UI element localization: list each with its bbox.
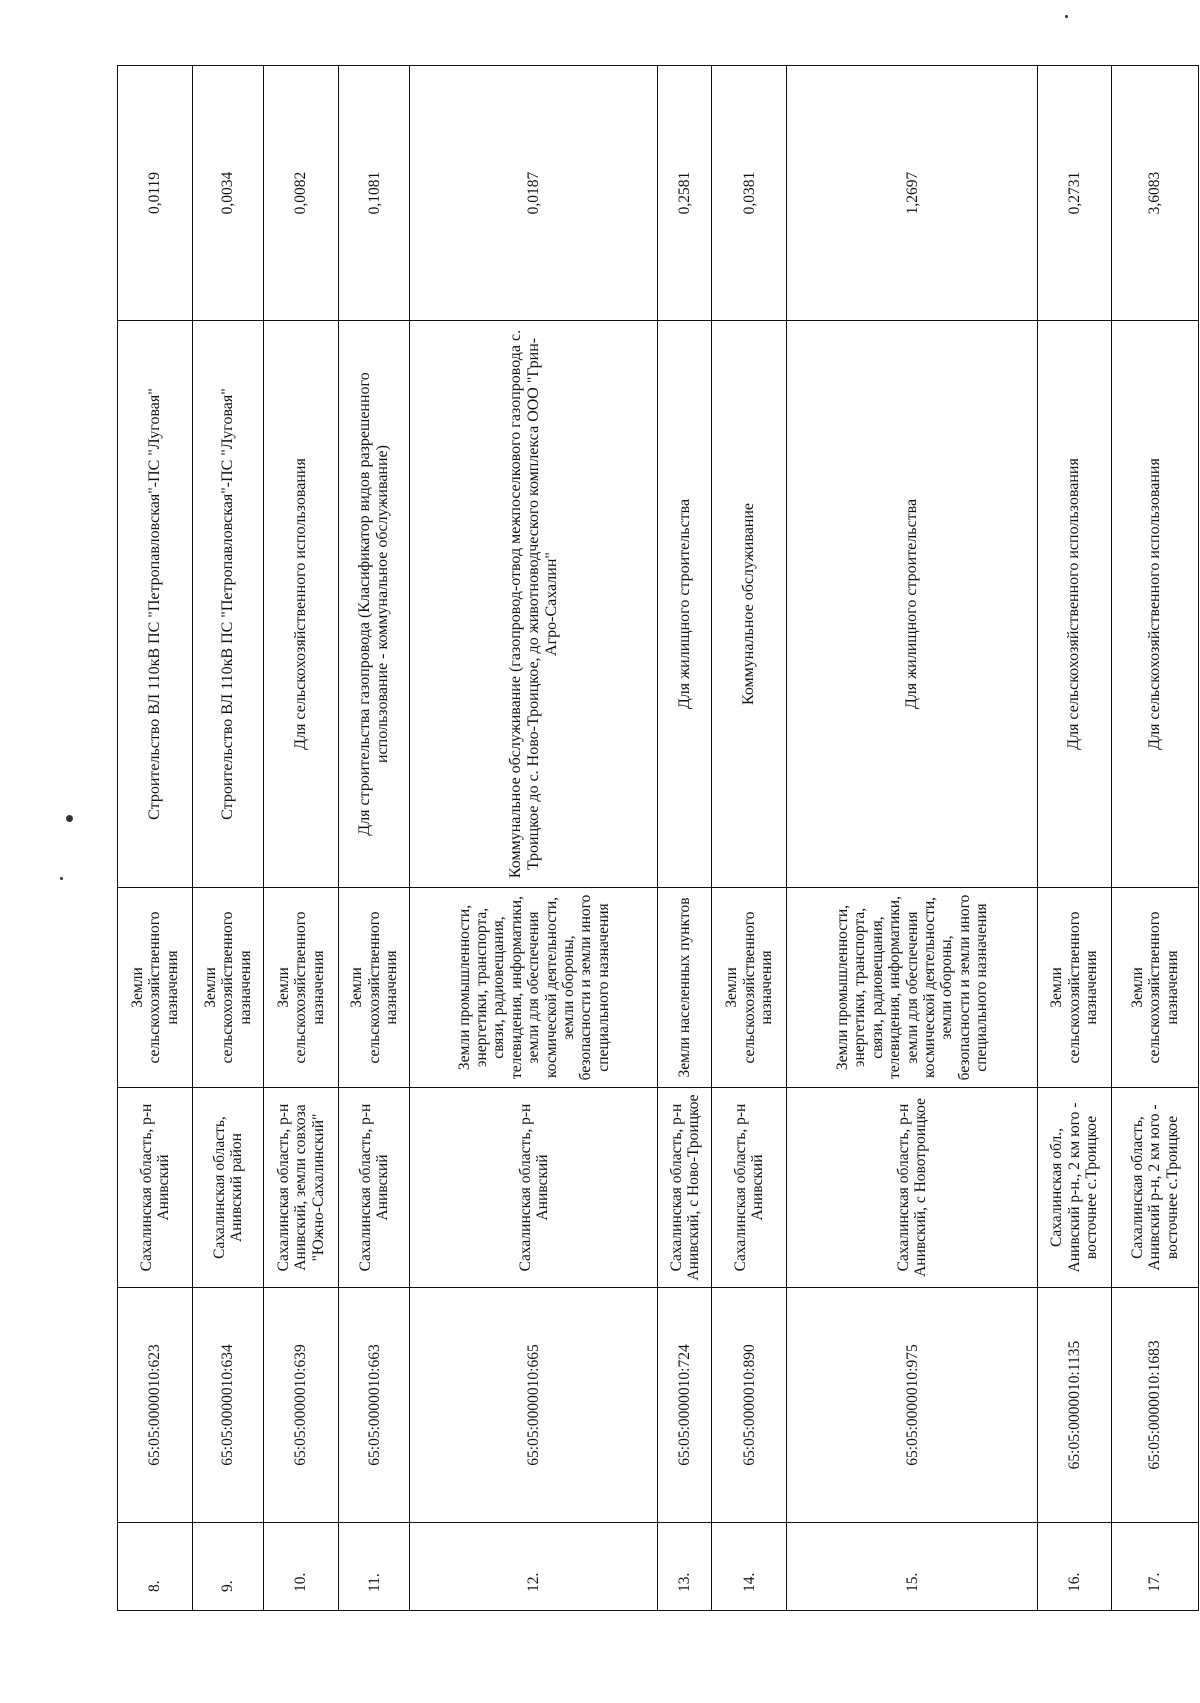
- permitted-use-cell: Строительство ВЛ 110кВ ПС "Петропавловская"-ПС "Луговая": [192, 321, 263, 888]
- area-cell: 0,0034: [192, 66, 263, 321]
- cadastral-number-cell: 65:05:0000010:634: [192, 1288, 263, 1523]
- cadastral-number-cell: 65:05:0000010:1683: [1111, 1288, 1198, 1523]
- permitted-use-cell: Для сельскохозяйственного использования: [264, 321, 339, 888]
- scan-speck: [60, 877, 63, 880]
- area-cell: 0,0119: [118, 66, 193, 321]
- address-cell: Сахалинская область, р-н Анивский: [339, 1088, 410, 1288]
- land-category-cell: Земли сельскохозяйственного назначения: [118, 888, 193, 1088]
- row-number-cell: 13.: [658, 1523, 712, 1611]
- land-category-cell: Земли населенных пунктов: [658, 888, 712, 1088]
- cadastral-number-cell: 65:05:0000010:639: [264, 1288, 339, 1523]
- cadastral-number-cell: 65:05:0000010:1135: [1038, 1288, 1112, 1523]
- cadastral-number-cell: 65:05:0000010:623: [118, 1288, 193, 1523]
- table-row: [1111, 66, 1198, 1611]
- row-number-cell: 14.: [712, 1523, 787, 1611]
- row-number-cell: 9.: [192, 1523, 263, 1611]
- row-number-cell: 17.: [1111, 1523, 1198, 1611]
- row-number-cell: 10.: [264, 1523, 339, 1611]
- land-category-cell: Земли промышленности, энергетики, транспорта, связи, радиовещания, телевидения, информатики, земли для обеспечения космической деятельности, земли обороны, безопасности и земли иного специального назначения: [787, 888, 1038, 1088]
- permitted-use-cell: Для сельскохозяйственного использования: [1038, 321, 1112, 888]
- table-row: [1038, 66, 1112, 1611]
- permitted-use-cell: Коммунальное обслуживание (газопровод-отвод межпоселкового газопровода с. Троицкое до с. Ново-Троицкое, до животноводческого комплекса ООО "Грин-Агро-Сахалин": [410, 321, 658, 888]
- address-cell: Сахалинская область, р-н Анивский, земли совхоза "Южно-Сахалинский": [264, 1088, 339, 1288]
- area-cell: 0,2731: [1038, 66, 1112, 321]
- row-number-cell: 11.: [339, 1523, 410, 1611]
- cadastral-number-cell: 65:05:0000010:665: [410, 1288, 658, 1523]
- cadastral-number-cell: 65:05:0000010:975: [787, 1288, 1038, 1523]
- land-category-cell: Земли промышленности, энергетики, транспорта, связи, радиовещания, телевидения, информатики, земли для обеспечения космической деятельности, земли обороны, безопасности и земли иного специального назначения: [410, 888, 658, 1088]
- area-cell: 0,0381: [712, 66, 787, 321]
- land-plots-table: [117, 65, 1199, 1611]
- area-cell: 1,2697: [787, 66, 1038, 321]
- address-cell: Сахалинская область, Анивский р-н, 2 км юго - восточнее с.Троицкое: [1111, 1088, 1198, 1288]
- cadastral-number-cell: 65:05:0000010:663: [339, 1288, 410, 1523]
- table-row: [192, 66, 263, 1611]
- table-row: [410, 66, 658, 1611]
- table-row: [787, 66, 1038, 1611]
- table-row: [118, 66, 193, 1611]
- area-cell: 0,2581: [658, 66, 712, 321]
- scan-speck: [66, 815, 73, 822]
- address-cell: Сахалинская область, р-н Анивский: [410, 1088, 658, 1288]
- row-number-cell: 15.: [787, 1523, 1038, 1611]
- address-cell: Сахалинская область, Анивский район: [192, 1088, 263, 1288]
- rotated-table-frame: [117, 66, 1199, 1611]
- land-category-cell: Земли сельскохозяйственного назначения: [264, 888, 339, 1088]
- row-number-cell: 8.: [118, 1523, 193, 1611]
- address-cell: Сахалинская обл., Анивский р-н., 2 км юго - восточнее с.Троицкое: [1038, 1088, 1112, 1288]
- cadastral-number-cell: 65:05:0000010:724: [658, 1288, 712, 1523]
- permitted-use-cell: Для жилищного строительства: [658, 321, 712, 888]
- permitted-use-cell: Для жилищного строительства: [787, 321, 1038, 888]
- land-category-cell: Земли сельскохозяйственного назначения: [712, 888, 787, 1088]
- scan-speck: [1065, 15, 1068, 18]
- table-row: [264, 66, 339, 1611]
- permitted-use-cell: Коммунальное обслуживание: [712, 321, 787, 888]
- permitted-use-cell: Для строительства газопровода (Класификатор видов разрешенного использование - коммунальное обслуживание): [339, 321, 410, 888]
- area-cell: 0,1081: [339, 66, 410, 321]
- address-cell: Сахалинская область, р-н Анивский, с Новотроицкое: [787, 1088, 1038, 1288]
- area-cell: 0,0082: [264, 66, 339, 321]
- address-cell: Сахалинская область, р-н Анивский, с Ново-Троицкое: [658, 1088, 712, 1288]
- land-category-cell: Земли сельскохозяйственного назначения: [192, 888, 263, 1088]
- table-body: [118, 66, 1199, 1611]
- area-cell: 0,0187: [410, 66, 658, 321]
- table-row: [339, 66, 410, 1611]
- land-category-cell: Земли сельскохозяйственного назначения: [1111, 888, 1198, 1088]
- row-number-cell: 16.: [1038, 1523, 1112, 1611]
- land-category-cell: Земли сельскохозяйственного назначения: [339, 888, 410, 1088]
- area-cell: 3,6083: [1111, 66, 1198, 321]
- row-number-cell: 12.: [410, 1523, 658, 1611]
- table-row: [658, 66, 712, 1611]
- address-cell: Сахалинская область, р-н Анивский: [712, 1088, 787, 1288]
- address-cell: Сахалинская область, р-н Анивский: [118, 1088, 193, 1288]
- table-row: [712, 66, 787, 1611]
- permitted-use-cell: Для сельскохозяйственного использования: [1111, 321, 1198, 888]
- cadastral-number-cell: 65:05:0000010:890: [712, 1288, 787, 1523]
- permitted-use-cell: Строительство ВЛ 110кВ ПС "Петропавловская"-ПС "Луговая": [118, 321, 193, 888]
- land-category-cell: Земли сельскохозяйственного назначения: [1038, 888, 1112, 1088]
